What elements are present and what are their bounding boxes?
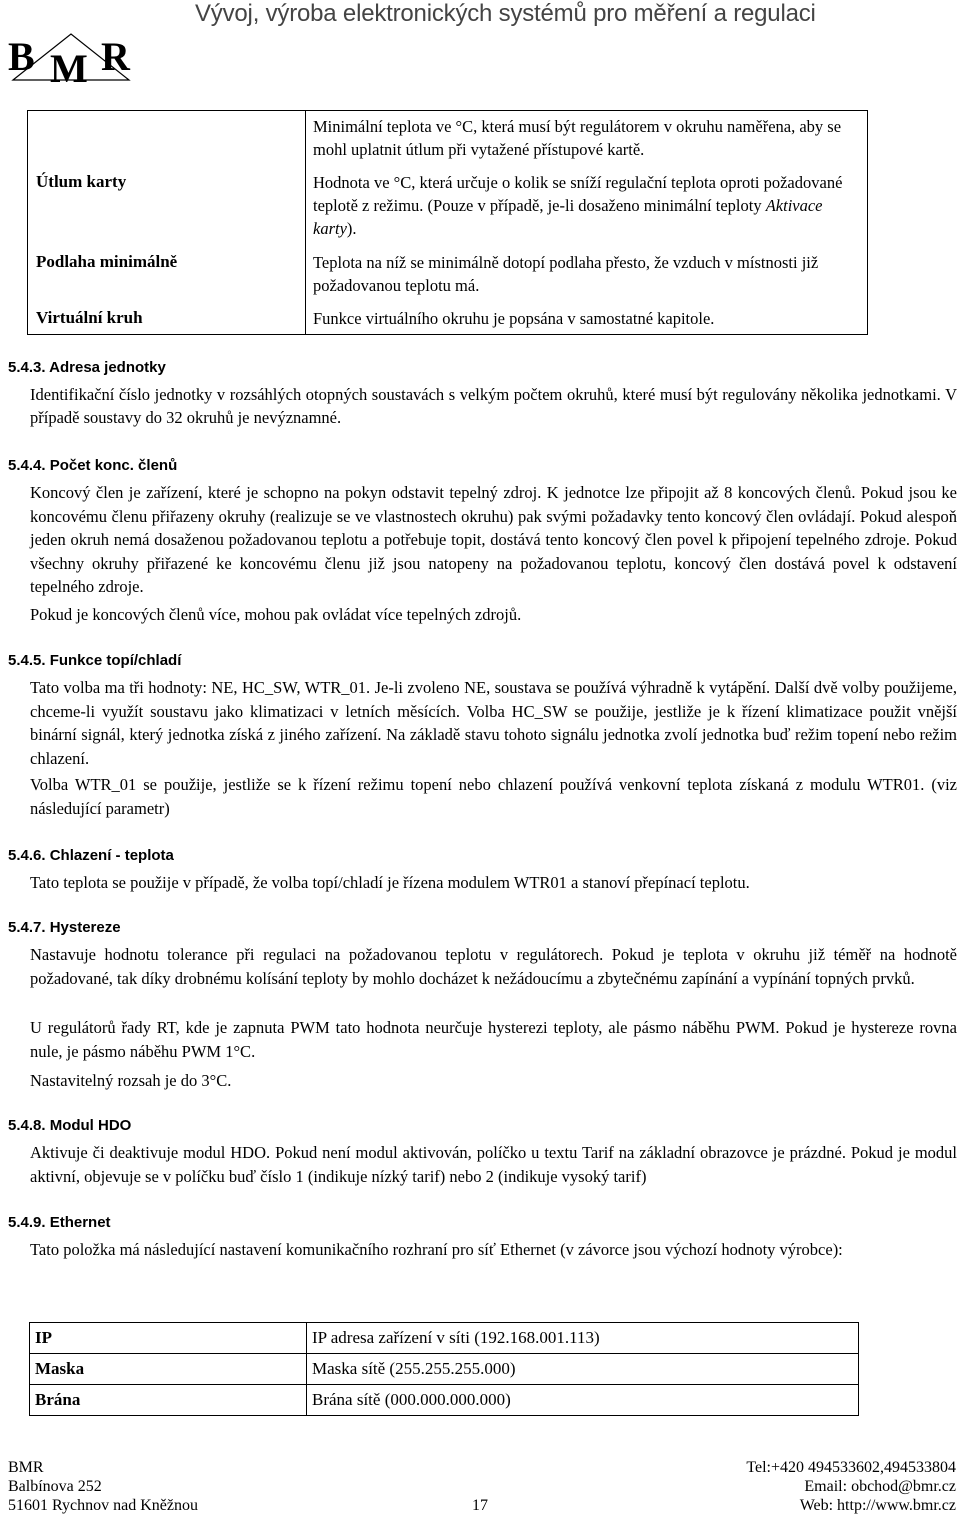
header-title: Vývoj, výroba elektronických systémů pro měření a regulaci — [195, 0, 816, 27]
table-cell-key: Brána — [30, 1385, 307, 1416]
section-heading: 5.4.9. Ethernet — [8, 1214, 111, 1231]
paragraph: Pokud je koncových členů více, mohou pak ovládat více tepelných zdrojů. — [30, 605, 522, 624]
paragraph: Tato volba ma tři hodnoty: NE, HC_SW, WTR_01. Je-li zvoleno NE, soustava se používá výhradně k vytápění. Další dvě volby použijeme, chceme-li využít soustavu jako klimatizaci v letních měsících. Volba HC_SW se použije, jestliže je k řízení klimatizace použit vnější binární signál, který jednotka získá z jiného zařízení. Na základě stavu tohoto signálu jednotka zvolí jednotka buď režim topení nebo režim chlazení. — [30, 678, 957, 768]
table-row — [30, 1385, 859, 1416]
table-cell-desc: Minimální teplota ve °C, která musí být regulátorem v okruhu naměřena, aby se mohl uplatnit útlum při vytažené přístupové kartě. — [313, 117, 842, 159]
page-number: 17 — [472, 1497, 488, 1514]
table-cell-desc: Hodnota ve °C, která určuje o kolik se sníží regulační teplota oproti požadované teplotě z režimu. (Pouze v případě, je-li dosaženo minimální teploty Aktivace karty). — [313, 173, 843, 238]
paragraph: Tato teplota se použije v případě, že volba topí/chladí je řízena modulem WTR01 a stanoví přepínací teplotu. — [30, 873, 750, 892]
table-cell-label: Virtuální kruh — [36, 308, 143, 327]
footer-web[interactable]: Web: http://www.bmr.cz — [799, 1497, 956, 1514]
paragraph: Identifikační číslo jednotky v rozsáhlých otopných soustavách s velkým počtem okruhů, které musí být regulovány několika jednotkami. V případě soustavy do 32 okruhů je nevýznamné. — [30, 385, 957, 427]
ethernet-table — [29, 1322, 859, 1416]
section-heading: 5.4.8. Modul HDO — [8, 1117, 132, 1134]
table-row — [30, 1323, 859, 1354]
paragraph: Nastavitelný rozsah je do 3°C. — [30, 1071, 232, 1090]
table-row — [30, 1354, 859, 1385]
svg-text:R: R — [101, 34, 130, 79]
footer-street: Balbínova 252 — [8, 1478, 102, 1495]
table-cell-value: Brána sítě (000.000.000.000) — [307, 1385, 859, 1416]
footer-tel: Tel:+420 494533602,494533804 — [746, 1459, 956, 1476]
section-heading: 5.4.5. Funkce topí/chladí — [8, 652, 182, 669]
svg-text:B: B — [8, 34, 35, 79]
paragraph: Aktivuje či deaktivuje modul HDO. Pokud není modul aktivován, políčko u textu Tarif na základní obrazovce je prázdné. Pokud je modul aktivní, objevuje se v políčku buď číslo 1 (indikuje nízký tarif) nebo 2 (indikuje vysoký tarif) — [30, 1143, 957, 1186]
table-cell-desc: Funkce virtuálního okruhu je popsána v samostatné kapitole. — [313, 309, 715, 328]
section-heading: 5.4.4. Počet konc. členů — [8, 457, 178, 474]
paragraph: Volba WTR_01 se použije, jestliže se k řízení režimu topení nebo chlazení používá venkovní teplota získaná z modulu WTR01. (viz následující parametr) — [30, 775, 957, 818]
paragraph: Tato položka má následující nastavení komunikačního rozhraní pro síť Ethernet (v závorce jsou výchozí hodnoty výrobce): — [30, 1240, 843, 1259]
section-heading: 5.4.7. Hystereze — [8, 919, 121, 936]
table-cell-key: Maska — [30, 1354, 307, 1385]
table-cell-desc: Teplota na níž se minimálně dotopí podlaha přesto, že vzduch v místnosti již požadovanou teplotu má. — [313, 253, 819, 295]
table-cell-value: Maska sítě (255.255.255.000) — [307, 1354, 859, 1385]
footer-address — [8, 1458, 198, 1515]
table-cell-value: IP adresa zařízení v síti (192.168.001.113) — [307, 1323, 859, 1354]
footer-city: 51601 Rychnov nad Kněžnou — [8, 1497, 198, 1514]
table-cell-label: Podlaha minimálně — [36, 252, 178, 271]
footer-contact — [746, 1458, 956, 1515]
section-heading: 5.4.6. Chlazení - teplota — [8, 847, 174, 864]
paragraph: Koncový člen je zařízení, které je schopno na pokyn odstavit tepelný zdroj. K jednotce lze připojit až 8 koncových členů. Pokud jsou ke koncovému členu přiřazeny okruhy (realizuje se ve vlastnostech okruhu) pak svými požadavky tento koncový člen ovládají. Pokud alespoň jeden okruh nemá dosaženou požadovanou teplotu a potřebuje topit, dostává tento koncový člen povel k připojení tepelného zdroje. Pokud všechny okruhy přiřazené ke koncovému členu již jsou natopeny na požadovanou teplotu, koncový člen dostává povel k odstavení tepelného zdroje. — [30, 483, 957, 596]
footer-company: BMR — [8, 1459, 44, 1476]
paragraph: Nastavuje hodnotu tolerance při regulaci na požadovanou teplotu v regulátorech. Pokud je teplota v okruhu již téměř na hodnotě požadované, tak díky drobnému kolísání teploty by mohlo docházet k nežádoucímu a zbytečnému zapínání a vypínání topných prvků. — [30, 945, 957, 988]
svg-text:M: M — [50, 46, 88, 82]
table-cell-label: Útlum karty — [36, 172, 127, 191]
section-heading: 5.4.3. Adresa jednotky — [8, 359, 166, 376]
paragraph: U regulátorů řady RT, kde je zapnuta PWM tato hodnota neurčuje hysterezi teploty, ale pásmo náběhu PWM. Pokud je hystereze rovna nule, je pásmo náběhu PWM 1°C. — [30, 1018, 957, 1061]
table-cell-key: IP — [30, 1323, 307, 1354]
footer-email[interactable]: Email: obchod@bmr.cz — [804, 1478, 956, 1495]
